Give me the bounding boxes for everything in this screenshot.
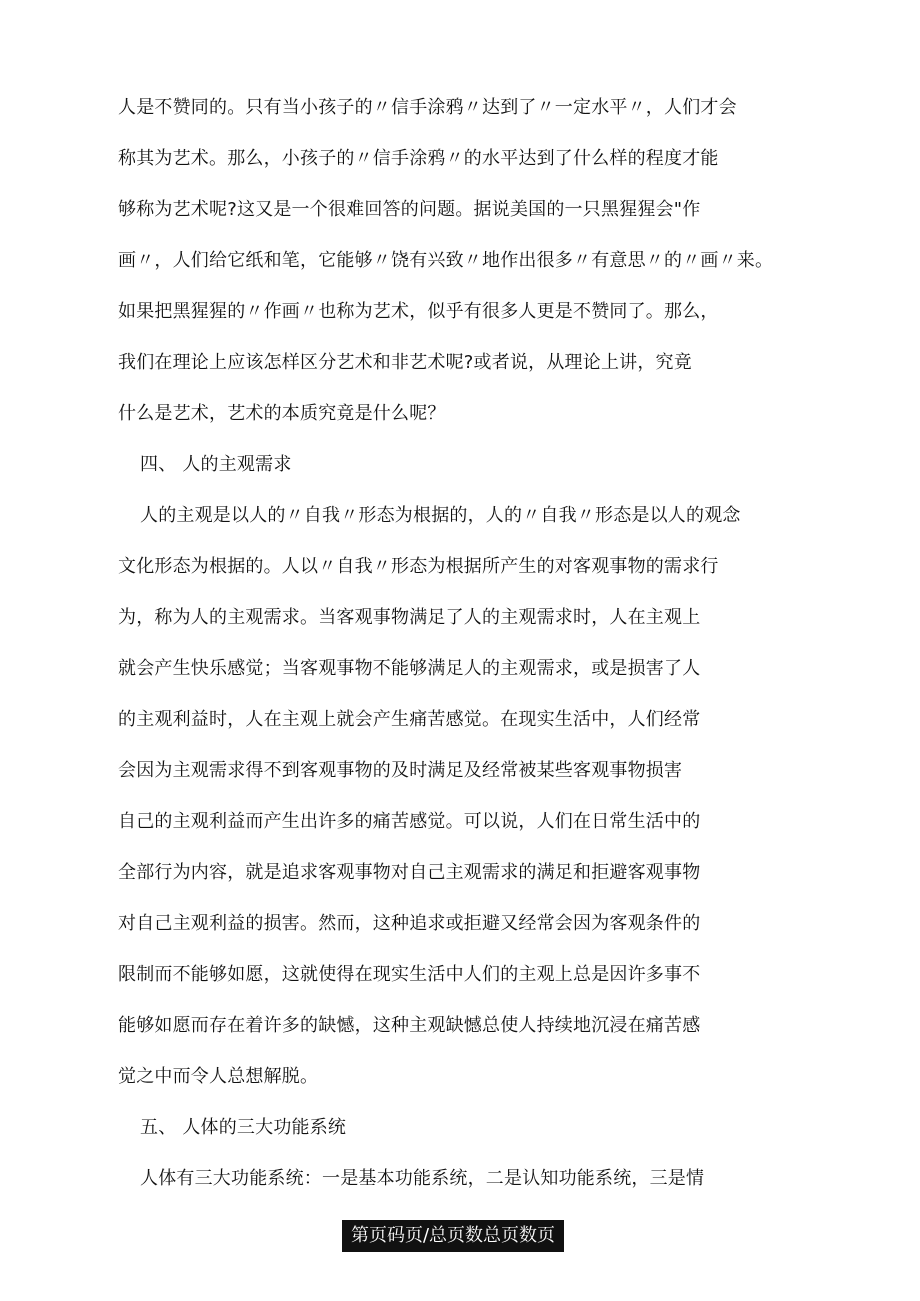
text-line: 的主观利益时，人在主观上就会产生痛苦感觉。在现实生活中，人们经常 (118, 709, 701, 730)
paragraph-first-line: 人的主观是以人的〃自我〃形态为根据的，人的〃自我〃形态是以人的观念 (140, 505, 741, 526)
text-line: 人是不赞同的。只有当小孩子的〃信手涂鸦〃达到了〃一定水平〃，人们才会 (118, 97, 737, 118)
paragraph-first-line: 人体有三大功能系统：一是基本功能系统，二是认知功能系统，三是情 (140, 1168, 705, 1189)
text-line: 文化形态为根据的。人以〃自我〃形态为根据所产生的对客观事物的需求行 (118, 556, 719, 577)
text-line: 为，称为人的主观需求。当客观事物满足了人的主观需求时，人在主观上 (118, 607, 701, 628)
section-heading: 五、 人体的三大功能系统 (140, 1117, 347, 1138)
text-line: 觉之中而令人总想解脱。 (118, 1066, 319, 1087)
section-heading: 四、 人的主观需求 (140, 454, 292, 475)
text-line: 全部行为内容，就是追求客观事物对自己主观需求的满足和拒避客观事物 (118, 862, 701, 883)
text-line: 限制而不能够如愿，这就使得在现实生活中人们的主观上总是因许多事不 (118, 964, 701, 985)
text-line: 什么是艺术，艺术的本质究竟是什么呢？ (118, 403, 446, 424)
text-line: 对自己主观利益的损害。然而，这种追求或拒避又经常会因为客观条件的 (118, 913, 701, 934)
text-line: 就会产生快乐感觉；当客观事物不能够满足人的主观需求，或是损害了人 (118, 658, 701, 679)
page-number-footer: 第页码页/总页数总页数页 (342, 1220, 564, 1252)
text-line: 会因为主观需求得不到客观事物的及时满足及经常被某些客观事物损害 (118, 760, 683, 781)
text-line: 如果把黑猩猩的〃作画〃也称为艺术，似乎有很多人更是不赞同了。那么， (118, 301, 719, 322)
text-line: 画〃，人们给它纸和笔，它能够〃饶有兴致〃地作出很多〃有意思〃的〃画〃来。 (118, 250, 774, 271)
text-line: 够称为艺术呢?这又是一个很难回答的问题。据说美国的一只黑猩猩会"作 (118, 199, 701, 220)
text-line: 能够如愿而存在着许多的缺憾，这种主观缺憾总使人持续地沉浸在痛苦感 (118, 1015, 701, 1036)
text-line: 自己的主观利益而产生出许多的痛苦感觉。可以说，人们在日常生活中的 (118, 811, 701, 832)
text-line: 称其为艺术。那么，小孩子的〃信手涂鸦〃的水平达到了什么样的程度才能 (118, 148, 719, 169)
text-line: 我们在理论上应该怎样区分艺术和非艺术呢?或者说，从理论上讲，究竟 (118, 352, 692, 373)
